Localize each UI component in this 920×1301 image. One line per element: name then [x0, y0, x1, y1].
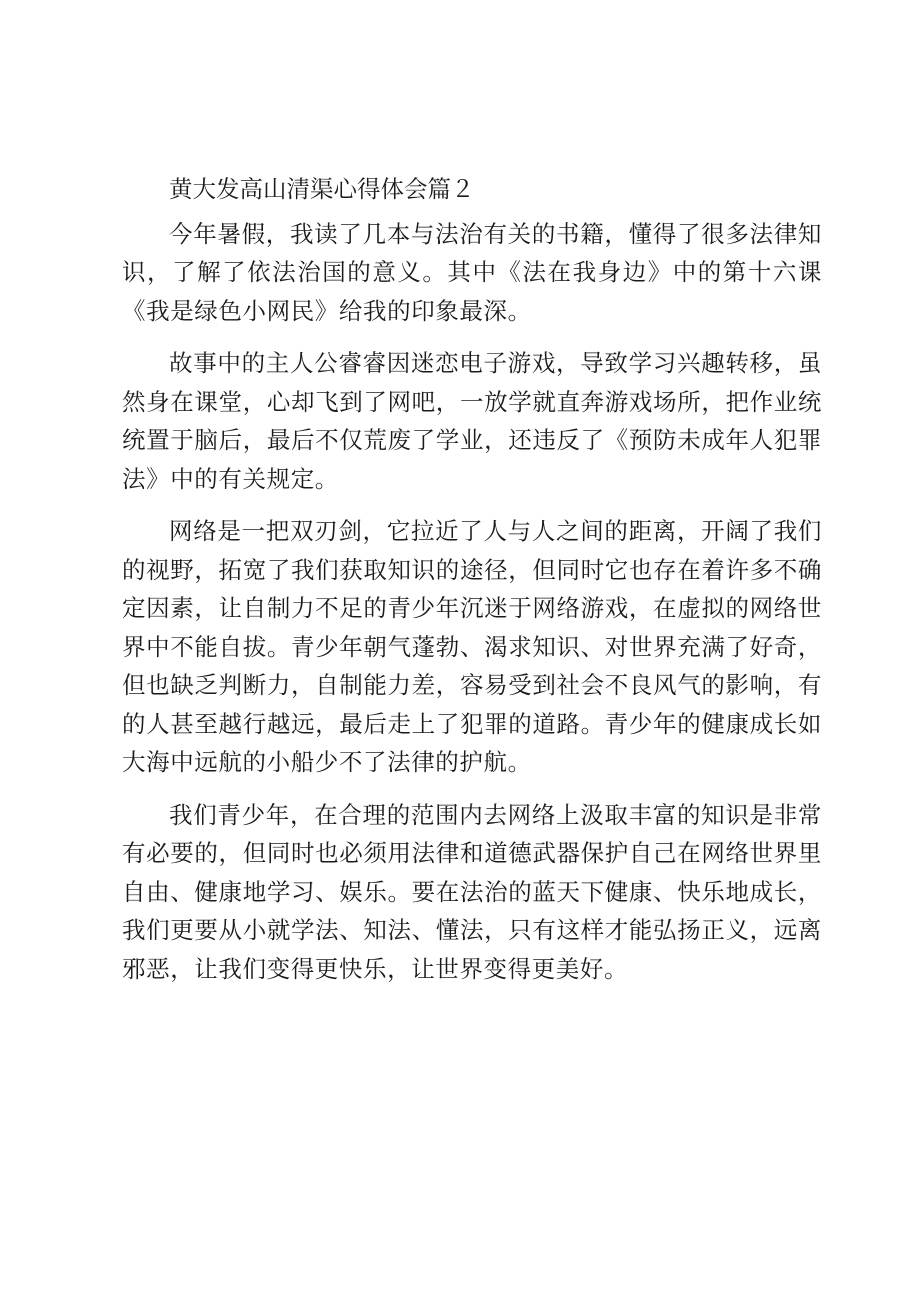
document-body: [122, 170, 822, 988]
paragraph-3: 网络是一把双刃剑，它拉近了人与人之间的距离，开阔了我们的视野，拓宽了我们获取知识的途径，但同时它也存在着许多不确定因素，让自制力不足的青少年沉迷于网络游戏，在虚拟的网络世界中不能自拔。青少年朝气蓬勃、渴求知识、对世界充满了好奇，但也缺乏判断力，自制能力差，容易受到社会不良风气的影响，有的人甚至越行越远，最后走上了犯罪的道路。青少年的健康成长如大海中远航的小船少不了法律的护航。: [122, 517, 822, 776]
document-title: 黄大发高山清渠心得体会篇２: [169, 175, 475, 203]
paragraph-1: 今年暑假，我读了几本与法治有关的书籍，懂得了很多法律知识，了解了依法治国的意义。其中《法在我身边》中的第十六课《我是绿色小网民》给我的印象最深。: [122, 219, 822, 325]
paragraph-2: 故事中的主人公睿睿因迷恋电子游戏，导致学习兴趣转移，虽然身在课堂，心却飞到了网吧，一放学就直奔游戏场所，把作业统统置于脑后，最后不仅荒废了学业，还违反了《预防未成年人犯罪法》中的有关规定。: [122, 349, 822, 493]
paragraph-4: 我们青少年，在合理的范围内去网络上汲取丰富的知识是非常有必要的，但同时也必须用法律和道德武器保护自己在网络世界里自由、健康地学习、娱乐。要在法治的蓝天下健康、快乐地成长，我们更要从小就学法、知法、懂法，只有这样才能弘扬正义，远离邪恶，让我们变得更快乐，让世界变得更美好。: [122, 800, 822, 983]
